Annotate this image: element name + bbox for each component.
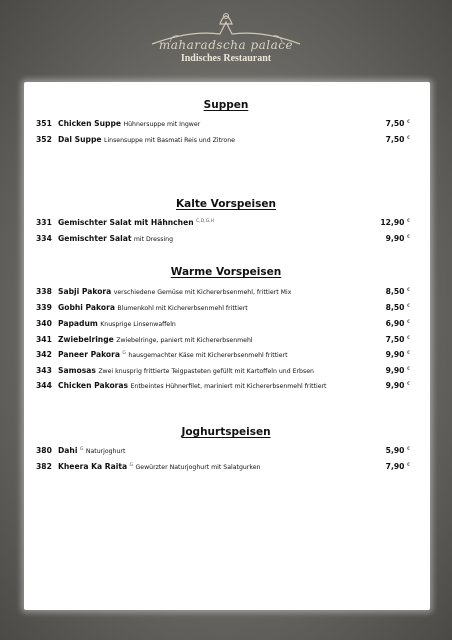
item-number: 344 — [36, 381, 52, 390]
item-description: Zwei knusprig frittierte Teigpasteten gefüllt mit Kartoffeln und Erbsen — [98, 368, 314, 375]
item-number: 352 — [36, 135, 52, 144]
currency-symbol: € — [407, 219, 410, 224]
item-name: Paneer Pakora — [58, 350, 120, 359]
currency-symbol: € — [407, 304, 410, 309]
currency-symbol: € — [407, 463, 410, 468]
item-price: 9,90 — [385, 366, 405, 375]
item-name: Gobhi Pakora — [58, 303, 115, 312]
item-description: Knusprige Linsenwaffeln — [100, 321, 176, 328]
item-description: Naturjoghurt — [85, 448, 126, 455]
item-price: 8,50 — [385, 287, 405, 296]
menu-item — [36, 119, 412, 131]
section-title-joghurtspeisen: Joghurtspeisen — [181, 426, 271, 438]
allergen-codes: G — [129, 463, 134, 468]
item-number: 334 — [36, 234, 52, 243]
menu-item — [36, 381, 412, 393]
header — [0, 0, 452, 82]
currency-symbol: € — [407, 351, 410, 356]
item-number: 380 — [36, 446, 52, 455]
item-number: 382 — [36, 462, 52, 471]
menu-item — [36, 234, 412, 246]
item-description: verschiedene Gemüse mit Kichererbsenmehl, frittiert Mix — [113, 289, 292, 296]
item-price: 7,90 — [385, 462, 405, 471]
item-number: 338 — [36, 287, 52, 296]
menu-item — [36, 366, 412, 378]
item-number: 341 — [36, 335, 52, 344]
item-name: Chicken Pakoras — [58, 381, 129, 390]
currency-symbol: € — [407, 382, 410, 387]
item-price: 7,50 — [385, 335, 405, 344]
item-description: Zwiebelringe, paniert mit Kichererbsenmehl — [116, 337, 253, 344]
item-number: 339 — [36, 303, 52, 312]
item-name: Samosas — [58, 366, 96, 375]
item-price: 7,50 — [385, 119, 405, 128]
menu-item — [36, 335, 412, 347]
section-title-suppen: Suppen — [203, 99, 249, 111]
item-price: 9,90 — [385, 350, 405, 359]
item-name: Chicken Suppe — [58, 119, 122, 128]
brand-name: maharadscha palace — [158, 38, 294, 52]
menu-item — [36, 303, 412, 315]
menu-item — [36, 218, 412, 230]
item-number: 340 — [36, 319, 52, 328]
section-title-kalte-vorspeisen: Kalte Vorspeisen — [176, 198, 276, 210]
item-price: 5,90 — [385, 446, 405, 455]
currency-symbol: € — [407, 288, 410, 293]
item-description: Hühnersuppe mit Ingwer — [123, 121, 201, 128]
item-description: mit Dressing — [133, 236, 174, 243]
item-name: Sabji Pakora — [58, 287, 112, 296]
item-price: 9,90 — [385, 234, 405, 243]
menu-item — [36, 287, 412, 299]
item-description: Gewürzter Naturjoghurt mit Salatgurken — [135, 464, 261, 471]
item-name: Gemischter Salat — [58, 234, 132, 243]
item-description: Entbeintes Hühnerfilet, mariniert mit Kichererbsenmehl frittiert — [130, 383, 327, 390]
menu-item — [36, 462, 412, 474]
item-number: 343 — [36, 366, 52, 375]
menu-item — [36, 319, 412, 331]
item-number: 351 — [36, 119, 52, 128]
item-name: Dahi — [58, 446, 78, 455]
item-name: Zwiebelringe — [58, 335, 114, 344]
item-description: Blumenkohl mit Kichererbsenmehl frittiert — [117, 305, 248, 312]
item-price: 7,50 — [385, 135, 405, 144]
allergen-codes: G — [79, 447, 84, 452]
item-price: 9,90 — [385, 381, 405, 390]
currency-symbol: € — [407, 120, 410, 125]
restaurant-subtitle: Indisches Restaurant — [180, 53, 272, 64]
menu-item — [36, 135, 412, 147]
currency-symbol: € — [407, 367, 410, 372]
menu-item — [36, 446, 412, 458]
item-number: 331 — [36, 218, 52, 227]
item-name: Dal Suppe — [58, 135, 102, 144]
item-number: 342 — [36, 350, 52, 359]
item-price: 6,90 — [385, 319, 405, 328]
item-description: Linsensuppe mit Basmati Reis und Zitrone — [104, 137, 235, 144]
currency-symbol: € — [407, 336, 410, 341]
allergen-codes: G — [122, 351, 126, 356]
item-price: 8,50 — [385, 303, 405, 312]
item-description: hausgemachter Käse mit Kichererbsenmehl frittiert — [128, 352, 288, 359]
currency-symbol: € — [407, 235, 410, 240]
item-name: Kheera Ka Raita — [58, 462, 128, 471]
item-name: Papadum — [58, 319, 98, 328]
section-title-warme-vorspeisen: Warme Vorspeisen — [170, 266, 282, 278]
currency-symbol: € — [407, 447, 410, 452]
item-price: 12,90 — [380, 218, 405, 227]
currency-symbol: € — [407, 320, 410, 325]
allergen-codes: C,D,G,H — [196, 219, 215, 224]
menu-item — [36, 350, 412, 362]
currency-symbol: € — [407, 136, 410, 141]
item-name: Gemischter Salat mit Hähnchen — [58, 218, 194, 227]
